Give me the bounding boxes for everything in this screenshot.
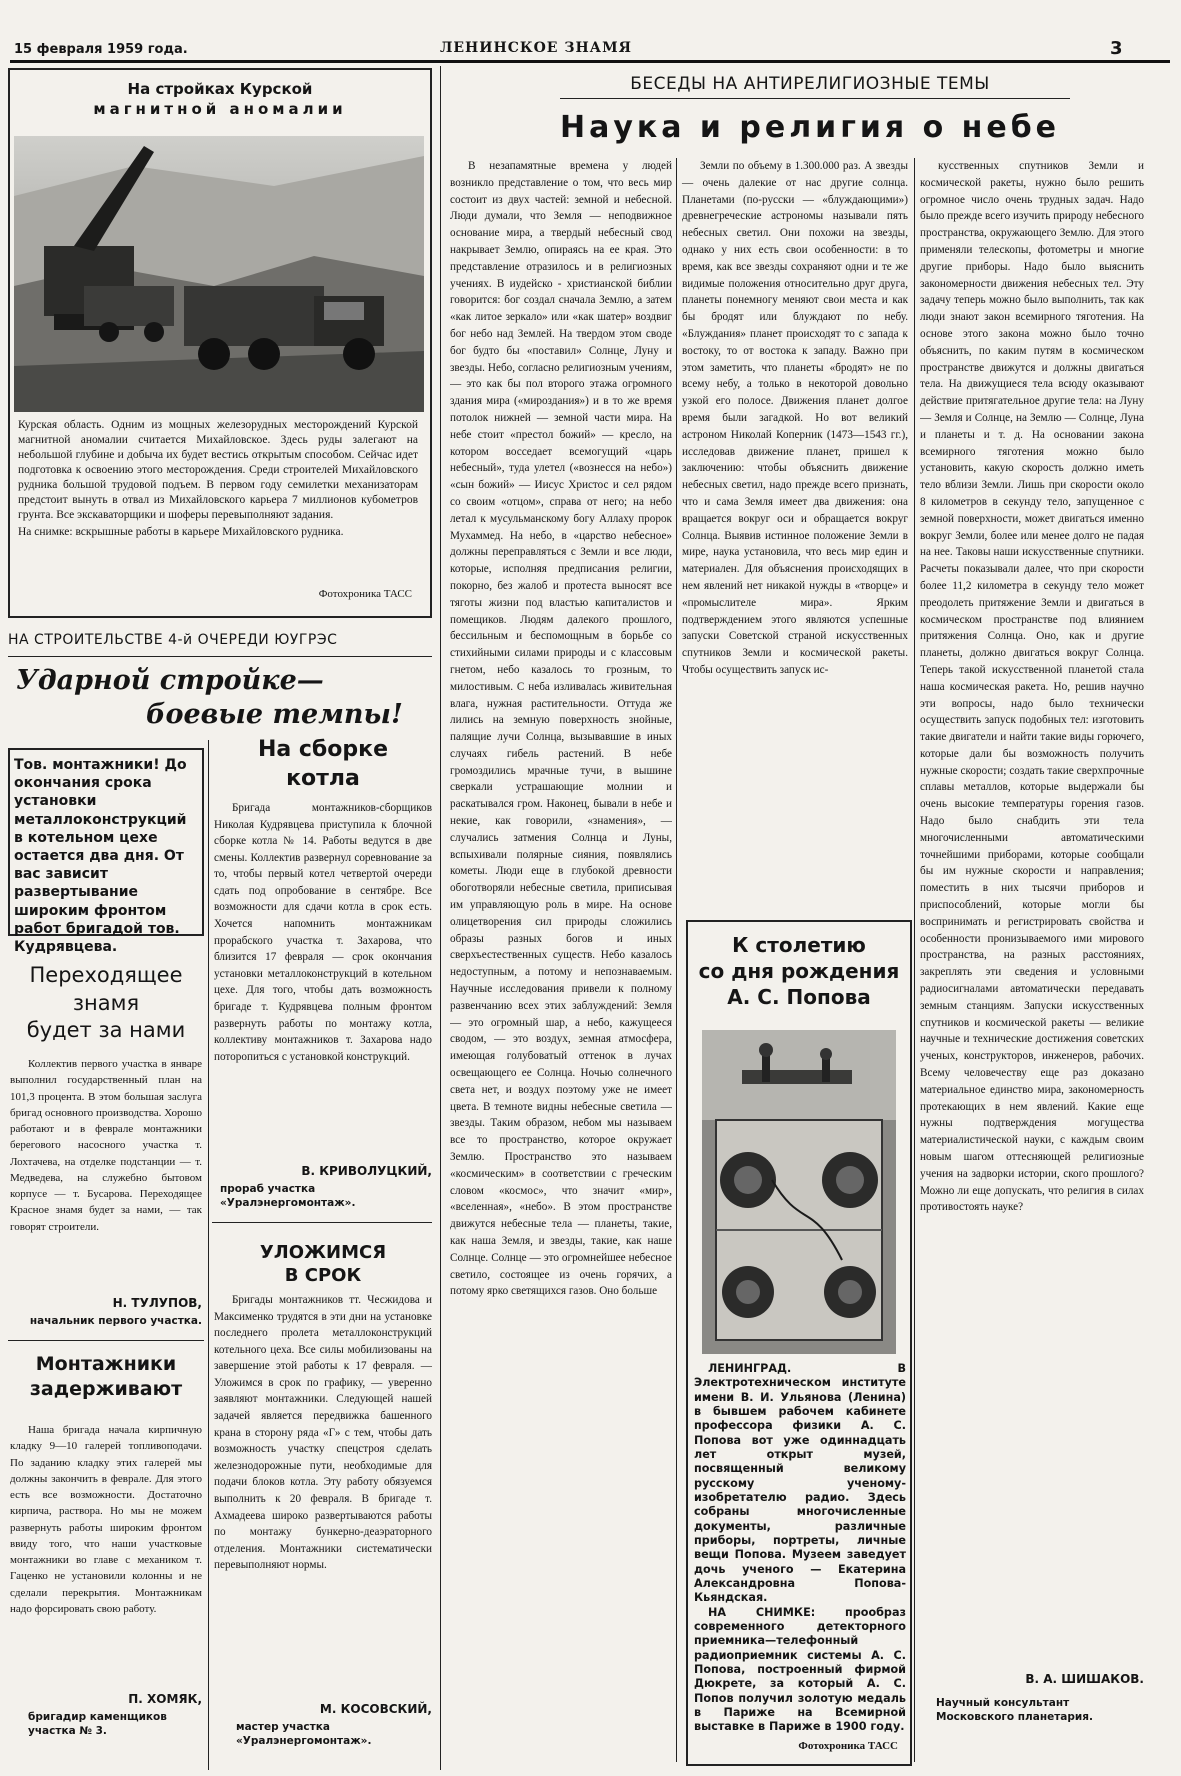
nauka-col2-text: Земли по объему в 1.300.000 раз. А звезды — очень далекие от нас другие солнца. Планетами (по-русски — «блуждающими») древнегреческие астрономы называли пять небесных светил. Они похожи на звезды, однако у них есть свои особенности: в то время, как все звезды сохраняют одни и те же видимые положения относительно друг друга, планеты понемногу меняют свои места и как бы бродят или блуждают по небу. «Блуждания» планет происходят то с запада к востоку, то от востока к западу. Важно при этом заметить, что планеты «бродят» не по всему небу, а только в некоторой довольно узкой его полосе. Движения планет долгое время были загадкой. Но вот великий астроном Николай Коперник (1473—1543 гг.), исследовав движение планет, пришел к заключению: чтобы объяснить движение небесных светил, надо прежде всего признать, что и сама Земля имеет два движения: она вращается вокруг оси и обращается вокруг Солнца. Выявив истинное положение Земли в мире, наука установила, что весь мир един и материален. Для объяснения происходящих в нем явлений нет никакой нужды в «творце» и «промыслителе мира». Ярким подтверждением этого являются успешные запуски Советской страной искусственных спутников Земли и космической ракеты. Чтобы осуществить запуск ис- xyxy=(682,160,908,676)
montazhniki-title xyxy=(10,1352,202,1402)
znamya-title-line3: будет за нами xyxy=(26,1018,186,1043)
nauka-col3-text: кусственных спутников Земли и космической ракеты, нужно было решить огромное число очень трудных задач. Надо было прежде всего изучить природу небесного пространства, окружающего Землю. Для этого применяли телескопы, фотометры и многие другие приборы. Надо было выяснить закономерности движения небесных тел. Эту задачу теперь можно было выполнить, так как люди знают закон всемирного тяготения. На основе этого закона можно было точно объяснить, по каким путям в космическом пространстве движутся и должны двигаться тела. На движущиеся тела всюду оказывают действие притягательное другие тела: на Луну — Земля и Солнце, на Землю — Солнце, Луна и планеты и т. д. На основании закона всемирного тяготения можно было установить, какую скорость должно иметь тело вблизи Земли. Лишь при скорости около 8 километров в секунду тело, запущенное с земной поверхности, может двигаться именно вокруг Земли, более или менее долго не падая на нее. Таковы наши искусственные спутники. Расчеты показывали далее, что при скорости более 11,2 километра в секунду тело может преодолеть притяжение Земли и двигаться в космическом пространстве под влиянием притяжения Солнца. Оно, как и другие планеты, должно двигаться вокруг Солнца. Теперь такой искусственной планетой стала наша космическая ракета. Но, решив научно эти вопросы, надо было технически осуществить запуск подобных тел: изготовить такие двигатели и найти такие виды горючего, которые дали бы возможность получить нужные скорости; создать такие сверхпрочные сплавы металлов, которые выдержали бы очень высокие температуры горения газов. Надо было снабдить эти тела многочисленными автоматическими точнейшими приборами, которые сообщали бы им нужные скорости и направления; поместить в них тысячи приборов и приспособлений, которые могли бы воспринимать и регистрировать свойства и особенности пронизываемого ими мирового пространства, на разных расстояниях, закреплять эти сведения и условными радиосигналами автоматически передавать земным станциям. Запуски искусственных спутников и космической ракеты — великие научные и технические достижения советских ученых, конструкторов, инженеров, рабочих. Всему человечеству еще раз доказано материальное единство мира, закономерность протекающих в нем явлений. Какие еще нужны подтверждения могущества материалистической науки, с каждым своим новым шагом оттесняющей религиозные учения на задворки истории, ского прошлого? Можно ли еще допускать, что религия в силах противостоять науке? xyxy=(920,160,1144,1214)
sborka-rule xyxy=(212,1222,432,1223)
srok-title-line2: В СРОК xyxy=(284,1264,362,1286)
sborka-text xyxy=(214,800,432,1067)
kursk-caption: Курская область. Одним из мощных железорудных месторождений Курской магнитной аномалии считается Михайловское. Здесь руды залегают на небольшой глубине и добыча их будет вестись открытым способом. Сейчас идет подготовка к освоению этого месторождения. Среди строителей Михайловского рудника большой трудовой подъем. В первом году семилетки механизаторам предстоит вынуть в отвал из Михайловского карьера 7 миллионов кубометров грунта. Все экскаваторщики и шоферы перевыполняют задания. xyxy=(18,419,418,521)
znamya-title-line2: знамя xyxy=(72,990,140,1015)
montazhniki-body: Наша бригада начала кирпичную кладку 9—10 галерей топливоподачи. По заданию кладку этих галерей мы должны закончить в феврале. Для этого есть все возможности. Достаточно кирпича, раствора. Но мы не можем развернуть работы широким фронтом ввиду того, что наши участковые монтажники во главе с механиком т. Гаценко не установили колонны и не сделали перекрытия. Монтажникам надо форсировать свою работу. xyxy=(10,1424,202,1615)
yugres-rule xyxy=(8,656,432,657)
kursk-photo xyxy=(14,136,424,412)
nauka-signature: В. А. ШИШАКОВ. xyxy=(1025,1672,1144,1686)
sborka-signature: В. КРИВОЛУЦКИЙ, xyxy=(301,1164,432,1178)
radio-receiver-photo xyxy=(702,1030,896,1354)
popov-title-line1: К столетию xyxy=(732,933,866,957)
montazhniki-signature: П. ХОМЯК, xyxy=(128,1692,202,1706)
srok-text xyxy=(214,1292,432,1576)
kursk-title-line1: На стройках Курской xyxy=(127,80,313,98)
nauka-rubric-rule xyxy=(560,98,1070,99)
znamya-rule xyxy=(8,1340,204,1341)
nauka-vrule2 xyxy=(914,158,915,1762)
kursk-title xyxy=(8,80,432,119)
yugres-appeal: Тов. монтажники! До окончания срока установки металлоконструкций в котельном цехе остается два дня. От вас зависит развертывание широким фронтом работ бригадой тов. Кудрявцева. xyxy=(14,757,187,955)
kursk-caption-block xyxy=(18,418,418,542)
nauka-headline: Наука и религия о небе xyxy=(559,110,1061,145)
znamya-title-line1: Переходящее xyxy=(29,963,183,987)
yugres-rubric: НА СТРОИТЕЛЬСТВЕ 4-й ОЧЕРЕДИ ЮУГРЭС xyxy=(8,632,338,648)
montazhniki-title-line2: задерживают xyxy=(29,1378,183,1401)
kursk-credit: Фотохроника ТАСС xyxy=(318,588,412,600)
montazhniki-text xyxy=(10,1422,202,1619)
znamya-body: Коллектив первого участка в январе выполнил государственный план на 101,3 процента. В этом большая заслуга бригад основного производства. Хорошо работают и в феврале монтажники берегового насосного участка т. Лохтачева, на отделке подстанции — т. Медведева, на служебно бытовом корпусе — т. Бусарова. Переходящее Красное знамя будет за нами, — так говорят строители. xyxy=(10,1058,202,1233)
sborka-body: Бригада монтажников-сборщиков Николая Кудрявцева приступила к блочной сборке котла № 14. Работы ведутся в две смены. Коллектив развернул соревнование за то, чтобы первый котел четвертой очереди сдать под опробование в сентябре. Все возможности для сдачи котла в срок есть. Хочется напомнить монтажникам прорабского участка т. Захарова, что близится 17 февраля — срок окончания установки металлоконструкций в котельном цехе. Для того, чтобы дать возможность бригаде т. Кудрявцева полным фронтом развернуть работы по монтажу котла, коллективу монтажников т. Захарова надо поторопиться с установкой конструкций. xyxy=(214,802,432,1063)
yugres-headline-line2: боевые темпы! xyxy=(146,698,403,730)
header-rule xyxy=(10,60,1170,63)
nauka-rubric: БЕСЕДЫ НА АНТИРЕЛИГИОЗНЫЕ ТЕМЫ xyxy=(630,74,990,94)
sborka-title-line2: котла xyxy=(286,765,360,791)
znamya-signature: Н. ТУЛУПОВ, xyxy=(112,1296,202,1310)
popov-photo xyxy=(702,1030,896,1354)
yugres-headline-line1: Ударной стройке— xyxy=(16,665,324,696)
znamya-role: начальник первого участка. xyxy=(29,1315,202,1327)
nauka-col1-text: В незапамятные времена у людей возникло представление о том, что весь мир состоит из двух частей: земной и небесной. Люди думали, что Земля — неподвижное основание мира, а твердый небесный свод накрывает Землю, опираясь на ее края. Это представление отразилось и в религиозных учениях. В иудейско - христианской библии говорится: бог создал сначала Землю, а затем «как литое зеркало» или «как шатер» воздвиг бог небо над Землей. На твердом этом своде бог будто бы «поставил» Солнце, Луну и звезды. Небо, согласно религиозным учениям, — это как бы пол второго этажа огромного здания мира («мироздания») и в то же время потолок нижней — земной части мира. На небе стоит «престол божий» — кресло, на котором восседает всемогущий «царь небесный», туда улетел («вознесся на небо») «сын божий» — Иисус Христос и сел рядом со своим «отцом», справа от него; на небо летал к мусульманскому богу Аллаху пророк Мухаммед. На небо, в «царство небесное» должны переправляться с Земли и все люди, которые, исполняя предписания религии, покорно, без жалоб и протеста выносят все тяготы жизни под властью капиталистов и помещиков. Людям далекого прошлого, бессильным и беспомощным в борьбе со стихийными силами природы и с классовым гнетом, небо казалось то грозным, то милостивым. С неба изливалась живительная влага, нужная растительности. Оттуда же лились на земную поверхность знойные, палящие лучи Солнца, вызывавшие в иных случаях гибель растений. В небе громоздились мрачные тучи, в вышине сверкали устрашающие молнии и раскатывался гром. Наконец, бывали в небе и некие, как говорили, «знамения», — случались затмения Солнца и Луны, вспыхивали полярные сияния, появлялись кометы. Люди еще в глубокой древности обоготворяли небесные светила, приписывая им управляющую роль в мире. На основе олицетворения сил природы сложились образы разных богов и иных сверхъестественных существ. Небо казалось недоступным, а потому и непознаваемым. Научные исследования привели к полному развенчанию всех этих заблуждений: Земля — это огромный шар, а небо, кажущееся сводом, — это воздух, земная атмосфера, имеющая голубоватый оттенок в лучах освещающего ее Солнца. Ночью солнечного света нет, и воздух поэтому уже не имеет цвета. В темноте видны небесные светила — звезды. Таким образом, небом мы называем все то пространство, которое окружает Землю. Пространство это называем «космическим» в соответствии с греческим словом «космос», что значит «мир», «вселенная», «небо». В этом пространстве движутся небесные тела — планеты, такие, как наша Земля, и звезды, такие, как наше Солнце. Солнце — это огромнейшее небесное светило, состоящее из очень горячих, а потому ярко светящихся газов. Оно больше xyxy=(450,160,672,1298)
yugres-headline xyxy=(16,664,436,732)
popov-title-line3: А. С. Попова xyxy=(727,985,871,1009)
popov-title xyxy=(690,932,908,1010)
yugres-vrule xyxy=(208,740,209,1770)
nauka-col3 xyxy=(920,158,1144,1670)
popov-credit: Фотохроника ТАСС xyxy=(798,1740,898,1752)
znamya-text xyxy=(10,1056,202,1237)
kursk-snapshot: На снимке: вскрышные работы в карьере Михайловского рудника. xyxy=(18,525,344,538)
kursk-excavator-photo xyxy=(14,136,424,412)
popov-caption-block xyxy=(694,1362,906,1735)
srok-signature: М. КОСОВСКИЙ, xyxy=(319,1702,432,1716)
sborka-title-line1: На сборке xyxy=(257,737,389,762)
srok-body: Бригады монтажников тт. Чесжидова и Максименко трудятся в эти дни на установке последнего пролета металлоконструкций котельного цеха. Все силы мобилизованы на завершение этой работы к 17 февраля. — Уложимся в срок по графику, — уверенно заявляют монтажники. Следующей нашей задачей является передвижка башенного крана в сторону ряда «Г» с тем, чтобы дать возможность участку спецстроя сделать железнодорожные пути, необходимые для подачи блоков котла. Эту работу обязуемся выполнить к 20 февраля. В бригаде т. Ахмадеева широко развертываются работы по монтажу бункерно-деаэраторного отделения. Монтажники систематически перевыполняют нормы. xyxy=(214,1294,432,1572)
nauka-vrule1 xyxy=(676,158,677,1762)
srok-title-line1: УЛОЖИМСЯ xyxy=(259,1242,387,1263)
center-vrule xyxy=(440,66,441,1770)
popov-caption: ЛЕНИНГРАД. В Электротехническом институте имени В. И. Ульянова (Ленина) в бывшем рабочем кабинете профессора физики А. С. Попова вот уже одиннадцать лет открыт музей, посвященный великому русскому ученому-изобретателю радио. Здесь собраны многочисленные документы, различные приборы, портреты, личные вещи Попова. Музеем заведует дочь ученого — Екатерина Александровна Попова-Кьяндская. xyxy=(694,1362,906,1605)
sborka-title xyxy=(214,736,432,793)
nauka-col1 xyxy=(450,158,672,1768)
srok-role: мастер участка «Уралэнергомонтаж». xyxy=(236,1721,372,1748)
znamya-title xyxy=(8,962,204,1045)
issue-date: 15 февраля 1959 года. xyxy=(14,42,188,57)
srok-title xyxy=(214,1242,432,1287)
nauka-role: Научный консультант Московского планетария. xyxy=(936,1697,1093,1724)
montazhniki-title-line1: Монтажники xyxy=(35,1353,177,1375)
page-number: 3 xyxy=(1110,38,1123,59)
nauka-col2 xyxy=(682,158,908,681)
kursk-title-line2: магнитной аномалии xyxy=(93,99,347,118)
newspaper-name: ЛЕНИНСКОЕ ЗНАМЯ xyxy=(440,40,632,56)
popov-title-line2: со дня рождения xyxy=(698,959,900,983)
montazhniki-role: бригадир каменщиков участка № 3. xyxy=(28,1711,167,1738)
popov-snapshot: НА СНИМКЕ: прообраз современного детекторного приемника—телефонный радиоприемник системы А. С. Попова, построенный фирмой Дюкрете, за который А. С. Попов получил золотую медаль в Париже на Всемирной выставке в Париже в 1900 году. xyxy=(694,1605,906,1734)
sborka-role: прораб участка «Уралэнергомонтаж». xyxy=(220,1183,356,1210)
